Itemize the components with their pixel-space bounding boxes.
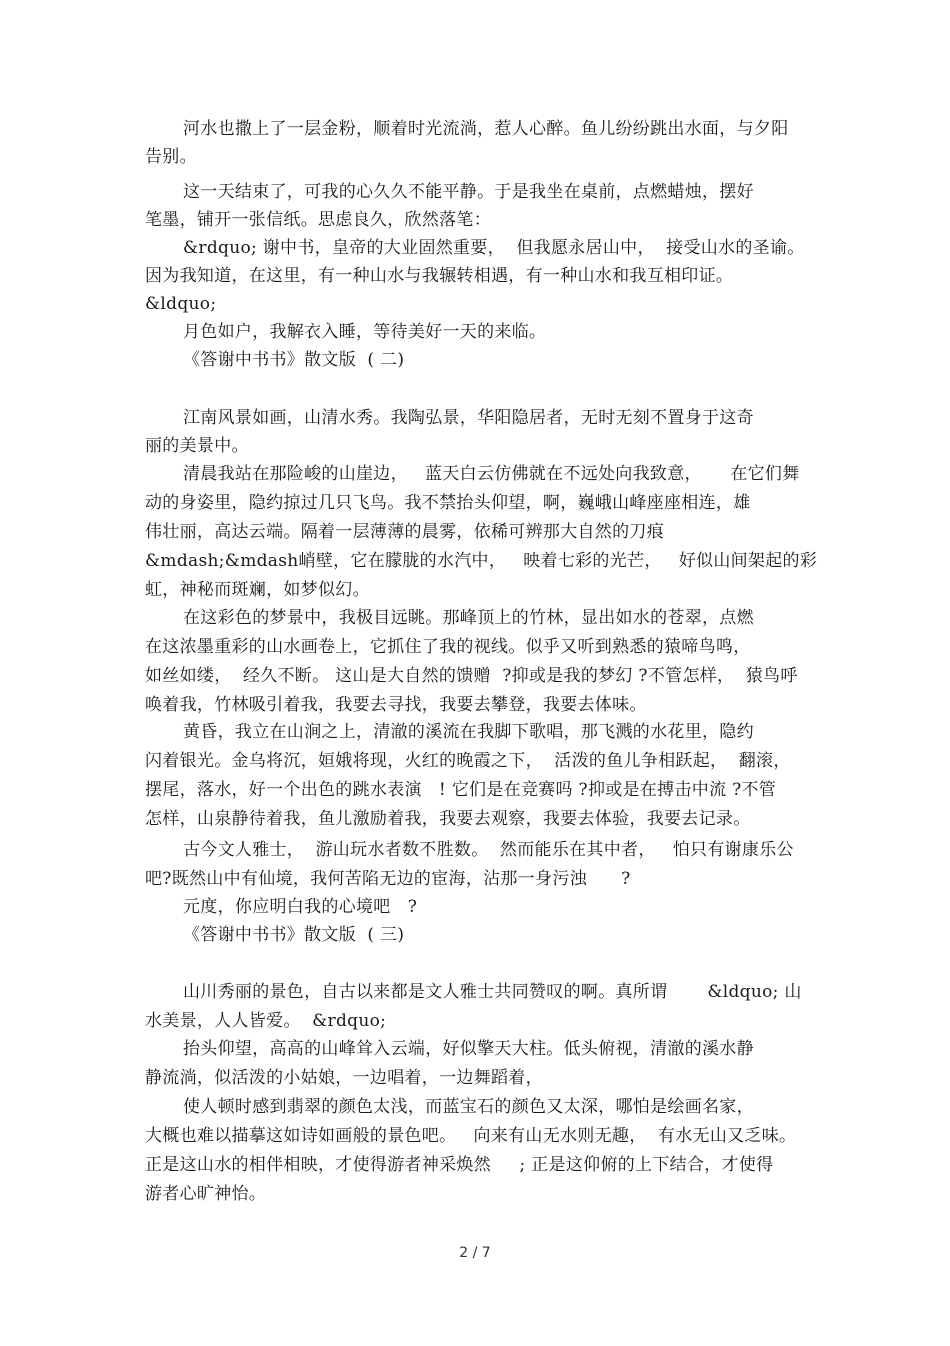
text-line: 游者心旷神怡。: [145, 1184, 267, 1204]
text-line: 江南风景如画，山清水秀。我陶弘景，华阳隐居者，无时无刻不置身于这奇: [183, 408, 754, 428]
text-line: 山川秀丽的景色，自古以来都是文人雅士共同赞叹的啊。真所谓 &ldquo; 山: [183, 982, 802, 1002]
text-line: 正是这山水的相伴相映，才使得游者神采焕然 ; 正是这仰俯的上下结合，才使得: [145, 1155, 774, 1175]
text-line: 古今文人雅士， 游山玩水者数不胜数。 然而能乐在其中者， 怕只有谢康乐公: [183, 840, 794, 860]
text-line: 丽的美景中。: [145, 436, 249, 456]
text-line: 静流淌，似活泼的小姑娘，一边唱着，一边舞蹈着，: [145, 1068, 543, 1088]
text-line: 水美景，人人皆爱。 &rdquo;: [145, 1011, 387, 1031]
text-line: &rdquo; 谢中书，皇帝的大业固然重要， 但我愿永居山中， 接受山水的圣谕。: [183, 238, 805, 258]
text-line: &ldquo;: [145, 294, 217, 314]
page-number: 2 / 7: [459, 1245, 491, 1261]
text-line: 在这浓墨重彩的山水画卷上，它抓住了我的视线。似乎又听到熟悉的猿啼鸟鸣，: [145, 637, 751, 657]
text-line: 摆尾，落水，好一个出色的跳水表演 ! 它们是在竞赛吗 ?抑或是在搏击中流 ?不管: [145, 780, 777, 800]
text-line: 怎样，山泉静待着我，鱼儿激励着我，我要去观察，我要去体验，我要去记录。: [145, 809, 751, 829]
text-line: &mdash;&mdash峭壁，它在朦胧的水汽中， 映着七彩的光芒， 好似山间架起的彩: [145, 551, 818, 571]
text-line: 告别。: [145, 147, 197, 167]
text-line: 清晨我站在那险峻的山崖边， 蓝天白云仿佛就在不远处向我致意， 在它们舞: [183, 464, 800, 484]
text-line: 使人顿时感到翡翠的颜色太浅，而蓝宝石的颜色又太深，哪怕是绘画名家，: [183, 1097, 754, 1117]
text-line: 吧?既然山中有仙境，我何苦陷无边的宦海，沾那一身污浊 ?: [145, 869, 631, 889]
text-line: 月色如户，我解衣入睡，等待美好一天的来临。: [183, 322, 547, 342]
text-line: 如丝如缕， 经久不断。 这山是大自然的馈赠 ?抑或是我的梦幻 ?不管怎样， 猿鸟呼: [145, 666, 798, 686]
text-line: 动的身姿里，隐约掠过几只飞鸟。我不禁抬头仰望，啊，巍峨山峰座座相连，雄: [145, 493, 751, 513]
text-line: 伟壮丽，高达云端。隔着一层薄薄的晨雾，依稀可辨那大自然的刀痕: [145, 522, 664, 542]
text-line: 元度，你应明白我的心境吧 ?: [183, 897, 418, 917]
text-line: 虹，神秘而斑斓，如梦似幻。: [145, 580, 370, 600]
text-line: 大概也难以描摹这如诗如画般的景色吧。 向来有山无水则无趣， 有水无山又乏味。: [145, 1126, 797, 1146]
text-line: 唤着我，竹林吸引着我，我要去寻找，我要去攀登，我要去体味。: [145, 695, 647, 715]
text-line: 这一天结束了，可我的心久久不能平静。于是我坐在桌前，点燃蜡烛，摆好: [183, 182, 754, 202]
text-line: 河水也撒上了一层金粉，顺着时光流淌，惹人心醉。鱼儿纷纷跳出水面，与夕阳: [183, 119, 789, 139]
text-line: 因为我知道，在这里，有一种山水与我辗转相遇，有一种山水和我互相印证。: [145, 266, 734, 286]
text-line: 黄昏，我立在山涧之上，清澈的溪流在我脚下歌唱，那飞溅的水花里，隐约: [183, 722, 754, 742]
text-line: 《答谢中书书》散文版 ( 三): [183, 925, 405, 945]
text-line: 《答谢中书书》散文版 ( 二): [183, 350, 405, 370]
text-line: 笔墨，铺开一张信纸。思虑良久，欣然落笔：: [145, 210, 491, 230]
text-line: 抬头仰望，高高的山峰耸入云端，好似擎天大柱。低头俯视，清澈的溪水静: [183, 1039, 754, 1059]
text-line: 闪着银光。金乌将沉，姮娥将现，火红的晚霞之下， 活泼的鱼儿争相跃起， 翻滚，: [145, 751, 791, 771]
text-line: 在这彩色的梦景中，我极目远眺。那峰顶上的竹林，显出如水的苍翠，点燃: [183, 608, 754, 628]
